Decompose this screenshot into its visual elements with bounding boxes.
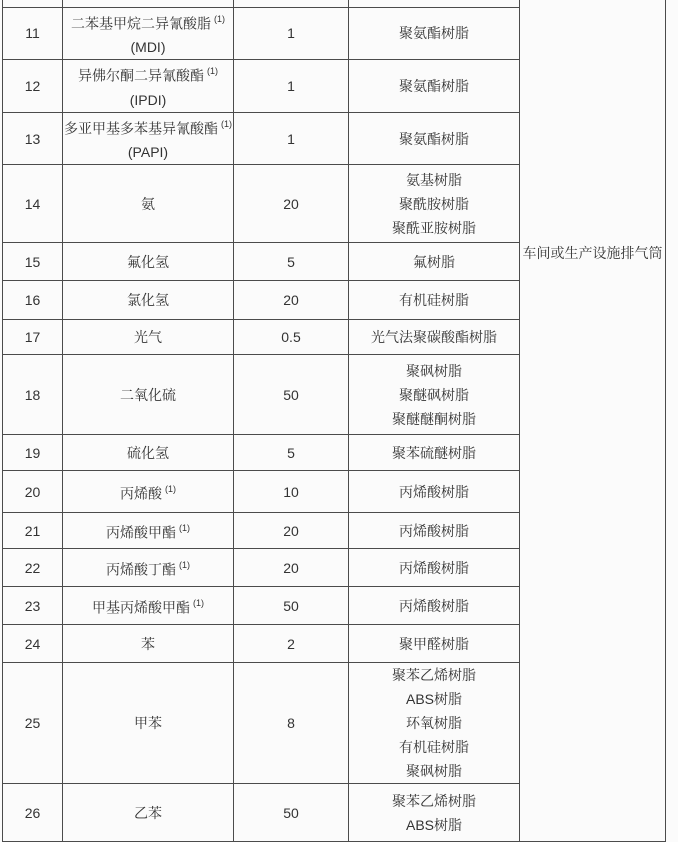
- emission-table-body: [3, 0, 666, 842]
- row-number-cell: 13: [3, 112, 63, 165]
- pollutant-name-cell: [63, 663, 234, 784]
- resin-type: ABS树脂: [405, 691, 462, 708]
- pollutant-name: 甲基丙烯酸甲酯 $^{(1)}$: [92, 598, 204, 616]
- row-number-cell: 17: [3, 320, 63, 355]
- resin-type: 丙烯酸树脂: [399, 522, 469, 539]
- footnote-marker: (1): [221, 118, 232, 129]
- resin-type: 聚酰亚胺树脂: [392, 219, 476, 236]
- limit-value-cell: 0.5: [234, 320, 349, 355]
- resin-type-cell: [349, 355, 520, 435]
- row-number-cell: 24: [3, 625, 63, 663]
- limit-value-cell: 2: [234, 625, 349, 663]
- pollutant-name: 多亚甲基多苯基异氰酸酯 $^{(1)}$: [64, 118, 232, 137]
- pollutant-name-cell: [63, 60, 234, 113]
- resin-type: 丙烯酸树脂: [399, 597, 469, 614]
- resin-type-cell: [349, 281, 520, 320]
- resin-type: 聚醚醚酮树脂: [392, 410, 476, 427]
- row-number-cell: 26: [3, 784, 63, 842]
- pollutant-name-cell: [63, 165, 234, 243]
- resin-type-cell: [349, 60, 520, 113]
- table-row-partial: [3, 0, 666, 7]
- pollutant-name-cell: [63, 549, 234, 587]
- pollutant-alias: (MDI): [130, 39, 166, 56]
- footnote-marker: (1): [214, 13, 225, 24]
- row-number-cell: 19: [3, 435, 63, 471]
- resin-type: 氟树脂: [413, 253, 455, 270]
- resin-type: 聚苯乙烯树脂: [392, 667, 476, 684]
- row-number-cell: 23: [3, 587, 63, 625]
- limit-value-cell: 5: [234, 243, 349, 281]
- pollutant-name-cell: [63, 243, 234, 281]
- resin-type-cell: [349, 513, 520, 549]
- pollutant-name-cell: [63, 587, 234, 625]
- limit-value-cell: 1: [234, 7, 349, 60]
- resin-type: 氨基树脂: [406, 171, 462, 188]
- resin-type-cell: [349, 320, 520, 355]
- row-number-cell: 12: [3, 60, 63, 113]
- pollutant-alias: (PAPI): [127, 144, 169, 161]
- pollutant-name: 氟化氢: [127, 253, 169, 270]
- limit-value-cell: 1: [234, 60, 349, 113]
- pollutant-name-cell: [63, 112, 234, 165]
- resin-type: 聚甲醛树脂: [399, 635, 469, 652]
- resin-type: 聚苯硫醚树脂: [392, 444, 476, 461]
- pollutant-name: 丙烯酸甲酯 $^{(1)}$: [106, 523, 190, 541]
- resin-type-cell: [349, 663, 520, 784]
- resin-type: 聚醚砜树脂: [399, 386, 469, 403]
- footnote-marker: (1): [179, 560, 190, 571]
- resin-type: 聚氨酯树脂: [399, 130, 469, 147]
- resin-type: 聚砜树脂: [406, 362, 462, 379]
- pollutant-name: 氯化氢: [127, 292, 169, 309]
- pollutant-alias: (IPDI): [129, 91, 167, 108]
- limit-value-cell: 20: [234, 549, 349, 587]
- pollutant-name-cell: [63, 7, 234, 60]
- resin-type-cell: [349, 471, 520, 513]
- resin-type: ABS树脂: [405, 816, 462, 833]
- limit-value-cell: 1: [234, 112, 349, 165]
- row-number-cell: 11: [3, 7, 63, 60]
- limit-value-cell: 50: [234, 355, 349, 435]
- resin-type-cell: [349, 243, 520, 281]
- resin-type-cell: [349, 625, 520, 663]
- pollutant-name-cell: [63, 625, 234, 663]
- pollutant-name-cell: [63, 0, 234, 7]
- limit-value-cell: 50: [234, 587, 349, 625]
- row-number-cell: [3, 0, 63, 7]
- row-number-cell: 14: [3, 165, 63, 243]
- pollutant-name-cell: [63, 471, 234, 513]
- limit-value-cell: 20: [234, 513, 349, 549]
- row-number-cell: 25: [3, 663, 63, 784]
- resin-type-cell: [349, 784, 520, 842]
- row-number-cell: 15: [3, 243, 63, 281]
- pollutant-name: 二氧化硫: [120, 386, 176, 403]
- resin-type-cell: [349, 165, 520, 243]
- row-number-cell: 16: [3, 281, 63, 320]
- footnote-marker: (1): [165, 484, 176, 495]
- pollutant-name-cell: [63, 320, 234, 355]
- resin-type: 聚酰胺树脂: [399, 195, 469, 212]
- footnote-marker: (1): [193, 598, 204, 609]
- pollutant-name: 丙烯酸 $^{(1)}$: [120, 484, 176, 502]
- footnote-marker: (1): [207, 66, 218, 77]
- row-number-cell: 21: [3, 513, 63, 549]
- limit-value-cell: 8: [234, 663, 349, 784]
- resin-type: 聚苯乙烯树脂: [392, 792, 476, 809]
- limit-value-cell: 5: [234, 435, 349, 471]
- resin-type-cell: [349, 7, 520, 60]
- row-number-cell: 20: [3, 471, 63, 513]
- pollutant-name-cell: [63, 784, 234, 842]
- resin-type: 丙烯酸树脂: [399, 483, 469, 500]
- pollutant-name-cell: [63, 435, 234, 471]
- pollutant-name-cell: [63, 513, 234, 549]
- resin-type: 聚氨酯树脂: [399, 77, 469, 94]
- resin-type-cell: [349, 549, 520, 587]
- exhaust-stack-label: 车间或生产设施排气筒: [522, 245, 663, 261]
- resin-type-cell: [349, 587, 520, 625]
- pollutant-name-cell: [63, 281, 234, 320]
- pollutant-name: 苯: [141, 635, 155, 652]
- limit-value-cell: 20: [234, 165, 349, 243]
- resin-type-cell: [349, 435, 520, 471]
- resin-type-cell: [349, 112, 520, 165]
- pollutant-name: 甲苯: [134, 715, 162, 732]
- exhaust-stack-cell: [520, 0, 666, 842]
- footnote-marker: (1): [179, 523, 190, 534]
- row-number-cell: 22: [3, 549, 63, 587]
- pollutant-name: 丙烯酸丁酯 $^{(1)}$: [106, 560, 190, 578]
- row-number-cell: 18: [3, 355, 63, 435]
- resin-type: 有机硅树脂: [399, 739, 469, 756]
- pollutant-name-cell: [63, 355, 234, 435]
- limit-value-cell: 20: [234, 281, 349, 320]
- pollutant-name: 异佛尔酮二异氰酸酯 $^{(1)}$: [78, 66, 218, 84]
- resin-type: 聚氨酯树脂: [399, 25, 469, 42]
- resin-type: 丙烯酸树脂: [399, 559, 469, 576]
- limit-value-cell: 10: [234, 471, 349, 513]
- pollutant-name: 乙苯: [134, 804, 162, 821]
- resin-type-cell: [349, 0, 520, 7]
- pollutant-name: 光气: [134, 329, 162, 346]
- limit-value-cell: 50: [234, 784, 349, 842]
- resin-type: 环氧树脂: [406, 715, 462, 732]
- resin-type: 光气法聚碳酸酯树脂: [371, 329, 497, 346]
- resin-type: 聚砜树脂: [406, 763, 462, 780]
- resin-type: 有机硅树脂: [399, 292, 469, 309]
- pollutant-name: 硫化氢: [127, 444, 169, 461]
- emission-limits-table: [2, 0, 666, 842]
- pollutant-name: 氨: [141, 195, 155, 212]
- limit-value-cell: [234, 0, 349, 7]
- pollutant-name: 二苯基甲烷二异氰酸脂 $^{(1)}$: [71, 13, 225, 32]
